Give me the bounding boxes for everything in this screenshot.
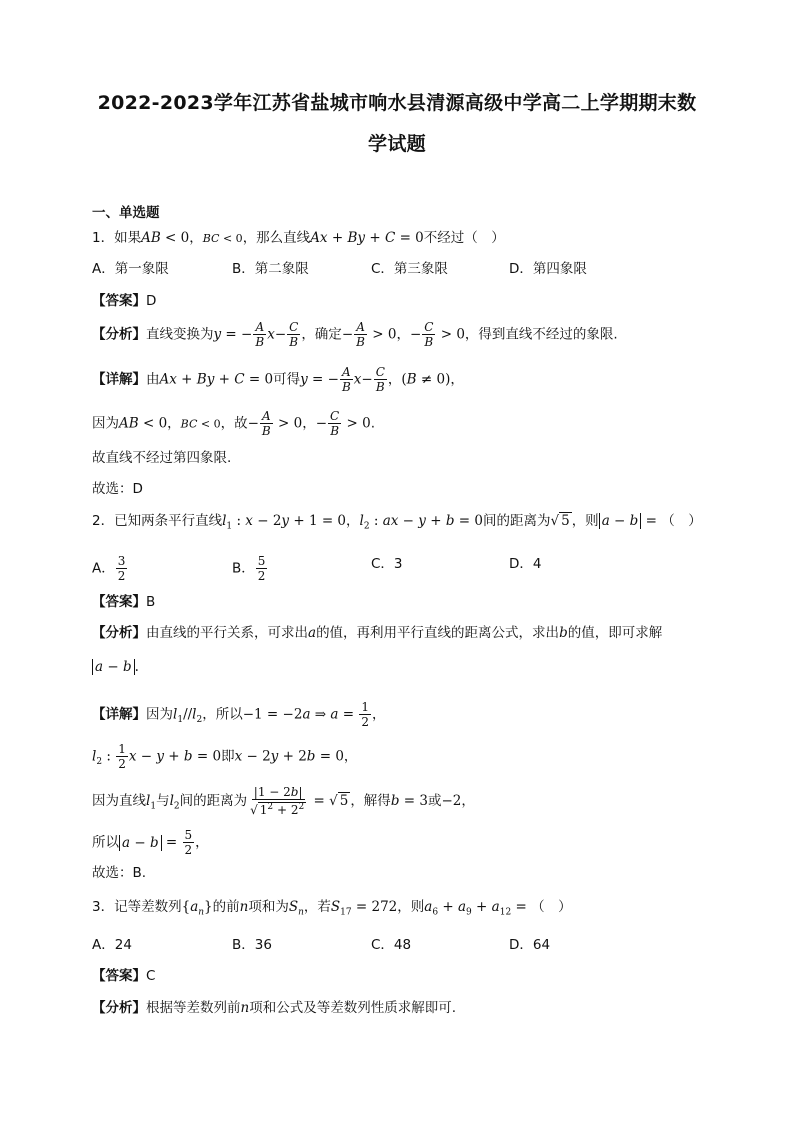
q1-option-b: B．第二象限 [232,261,309,277]
q2-option-c: C．3 [371,556,403,572]
q1-analysis: 【分析】直线变换为y = − $\frac{A}{B}$ x− $\frac{C}{B}$ ，确定− $\frac{A}{B}$ > 0，− $\frac{C}{B}$ > 0，得到直线不经过的象限. [92,320,618,349]
q1-option-c: C．第三象限 [371,261,448,277]
q1-option-d: D．第四象限 [509,261,587,277]
q2-distance: 因为直线$l_1$与$l_2$间的距离为 $\frac{|1 - 2b|}{√ 1^2 + 2^2}$ = √ 5 ，解得b = 3或−2， [92,785,475,817]
q1-choose: 故选：D [92,481,143,497]
q2-analysis-cont: a − b . [92,657,139,677]
q3-option-a: A．24 [92,937,132,953]
q3-option-c: C．48 [371,937,412,953]
q2-so: 所以 a − b = $\frac{5}{2}$ ， [92,828,209,857]
section-heading: 一、单选题 [92,205,160,221]
q1-conclusion: 故直线不经过第四象限. [92,450,232,466]
q2-answer: 【答案】B [92,594,156,610]
q3-option-d: D．64 [509,937,551,953]
q1-option-a: A．第一象限 [92,261,169,277]
q1-because: 因为AB < 0，BC < 0，故− $\frac{A}{B}$ > 0，− $\frac{C}{B}$ > 0. [92,409,375,438]
q3-answer: 【答案】C [92,968,156,984]
q3-stem: 3．记等差数列$\{a_n\}$的前n项和为$S_n$，若$S_{17} = 272$，则$a_6 + a_9 + a_{12}$ = （ ） [92,899,572,918]
document-title-line-2: 学试题 [368,133,426,155]
q3-analysis: 【分析】根据等差数列前n项和公式及等差数列性质求解即可. [92,1000,456,1016]
q2-detail: 【详解】因为$l_1//l_2$，所以−1 = −2a ⇒ a = $\frac{1}{2}$ ， [92,700,386,729]
q2-option-a: A． $\frac{3}{2}$ [92,554,126,583]
q2-line-l2: $l_2$ : $\frac{1}{2}$ x − y + b = 0即x − 2y + 2b = 0， [92,742,358,771]
q2-option-d: D．4 [509,556,542,572]
q2-choose: 故选：B. [92,865,147,881]
q1-answer: 【答案】D [92,293,157,309]
q3-option-b: B．36 [232,937,272,953]
q2-option-b: B． $\frac{5}{2}$ [232,554,266,583]
q2-analysis: 【分析】由直线的平行关系，可求出a的值，再利用平行直线的距离公式，求出b的值，即可求解 [92,625,663,641]
q2-stem: 2．已知两条平行直线$l_1$ : x − 2y + 1 = 0，$l_2$ : ax − y + b = 0间的距离为√ 5 ，则 a − b = （ ） [92,513,702,532]
document-title-line-1: 2022-2023学年江苏省盐城市响水县清源高级中学高二上学期期末数 [97,92,697,114]
q1-detail: 【详解】由Ax + By + C = 0可得y = − $\frac{A}{B}$ x− $\frac{C}{B}$ ，(B ≠ 0)， [92,365,464,394]
q1-stem: 1．如果AB < 0，BC < 0，那么直线Ax + By + C = 0不经过（ ） [92,230,505,246]
